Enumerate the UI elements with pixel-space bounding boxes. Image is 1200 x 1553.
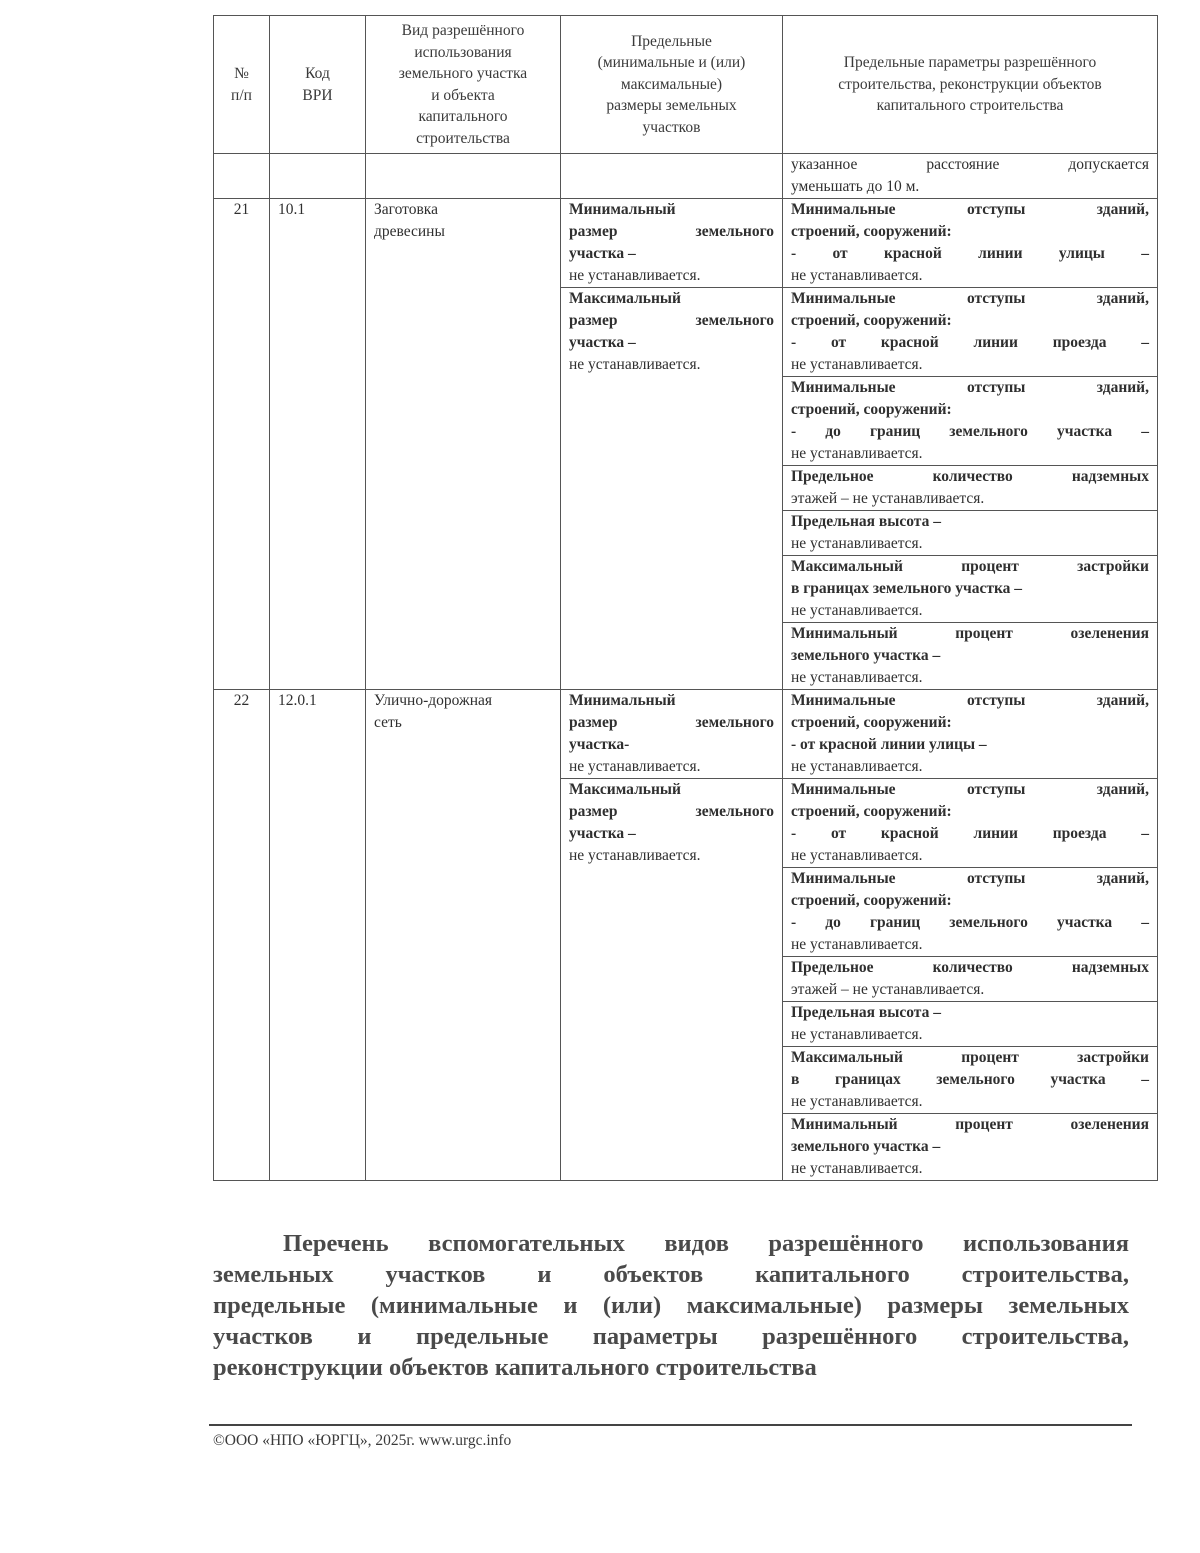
header-sizes: Предельные (минимальные и (или) максимальные) размеры земельных участков: [561, 16, 783, 154]
param-cell: Минимальные отступы зданий, строений, сооружений: - от красной линии проезда – не устанавливается.: [783, 779, 1158, 868]
row-number: 22: [214, 690, 270, 1181]
table-row: [214, 690, 1158, 779]
row-number: 21: [214, 199, 270, 690]
param-cell: Минимальные отступы зданий, строений, сооружений: - до границ земельного участка – не устанавливается.: [783, 868, 1158, 957]
param-cell: Минимальные отступы зданий, строений, сооружений: - от красной линии улицы – не устанавливается.: [783, 199, 1158, 288]
param-cell: Предельное количество надземных этажей – не устанавливается.: [783, 957, 1158, 1002]
param-cell: Минимальные отступы зданий, строений, сооружений: - от красной линии проезда – не устанавливается.: [783, 288, 1158, 377]
param-cell: Предельная высота – не устанавливается.: [783, 1002, 1158, 1047]
min-size-cell: Минимальный размер земельного участка – не устанавливается.: [561, 199, 783, 288]
param-cell: Минимальные отступы зданий, строений, сооружений: - до границ земельного участка – не устанавливается.: [783, 377, 1158, 466]
param-cell: Минимальный процент озеленения земельного участка – не устанавливается.: [783, 623, 1158, 690]
param-cell: Максимальный процент застройки в границах земельного участка – не устанавливается.: [783, 556, 1158, 623]
header-code: Код ВРИ: [270, 16, 366, 154]
row-kind: Улично-дорожная сеть: [366, 690, 561, 1181]
footer-divider: [209, 1424, 1132, 1426]
param-cell: Предельная высота – не устанавливается.: [783, 511, 1158, 556]
footer-copyright: ©ООО «НПО «ЮРГЦ», 2025г. www.urgc.info: [213, 1432, 512, 1449]
table-header-row: [214, 16, 1158, 154]
param-cell: Предельное количество надземных этажей – не устанавливается.: [783, 466, 1158, 511]
section-heading: Перечень вспомогательных видов разрешённого использования земельных участков и объектов капитального строительства, предельные (минимальные и (или) максимальные) размеры земельных участков и предельные параметры разрешённого строительства, реконструкции объектов капитального строительства: [213, 1230, 1129, 1381]
regulations-table: [213, 15, 1158, 1181]
param-cell: Максимальный процент застройки в границах земельного участка – не устанавливается.: [783, 1047, 1158, 1114]
min-size-cell: Минимальный размер земельного участка- не устанавливается.: [561, 690, 783, 779]
table-row-continuation: [214, 154, 1158, 199]
table-row: [214, 199, 1158, 288]
max-size-cell: Максимальный размер земельного участка – не устанавливается.: [561, 288, 783, 690]
row-kind: Заготовка древесины: [366, 199, 561, 690]
row-code: 12.0.1: [270, 690, 366, 1181]
header-params: Предельные параметры разрешённого строительства, реконструкции объектов капитального строительства: [783, 16, 1158, 154]
param-cell: Минимальный процент озеленения земельного участка – не устанавливается.: [783, 1114, 1158, 1181]
header-kind: Вид разрешённого использования земельного участка и объекта капитального строительства: [366, 16, 561, 154]
param-cell: Минимальные отступы зданий, строений, сооружений: - от красной линии улицы – не устанавливается.: [783, 690, 1158, 779]
row-code: 10.1: [270, 199, 366, 690]
continuation-cell: указанное расстояние допускается уменьшать до 10 м.: [783, 154, 1158, 199]
header-num: № п/п: [214, 16, 270, 154]
max-size-cell: Максимальный размер земельного участка – не устанавливается.: [561, 779, 783, 1181]
